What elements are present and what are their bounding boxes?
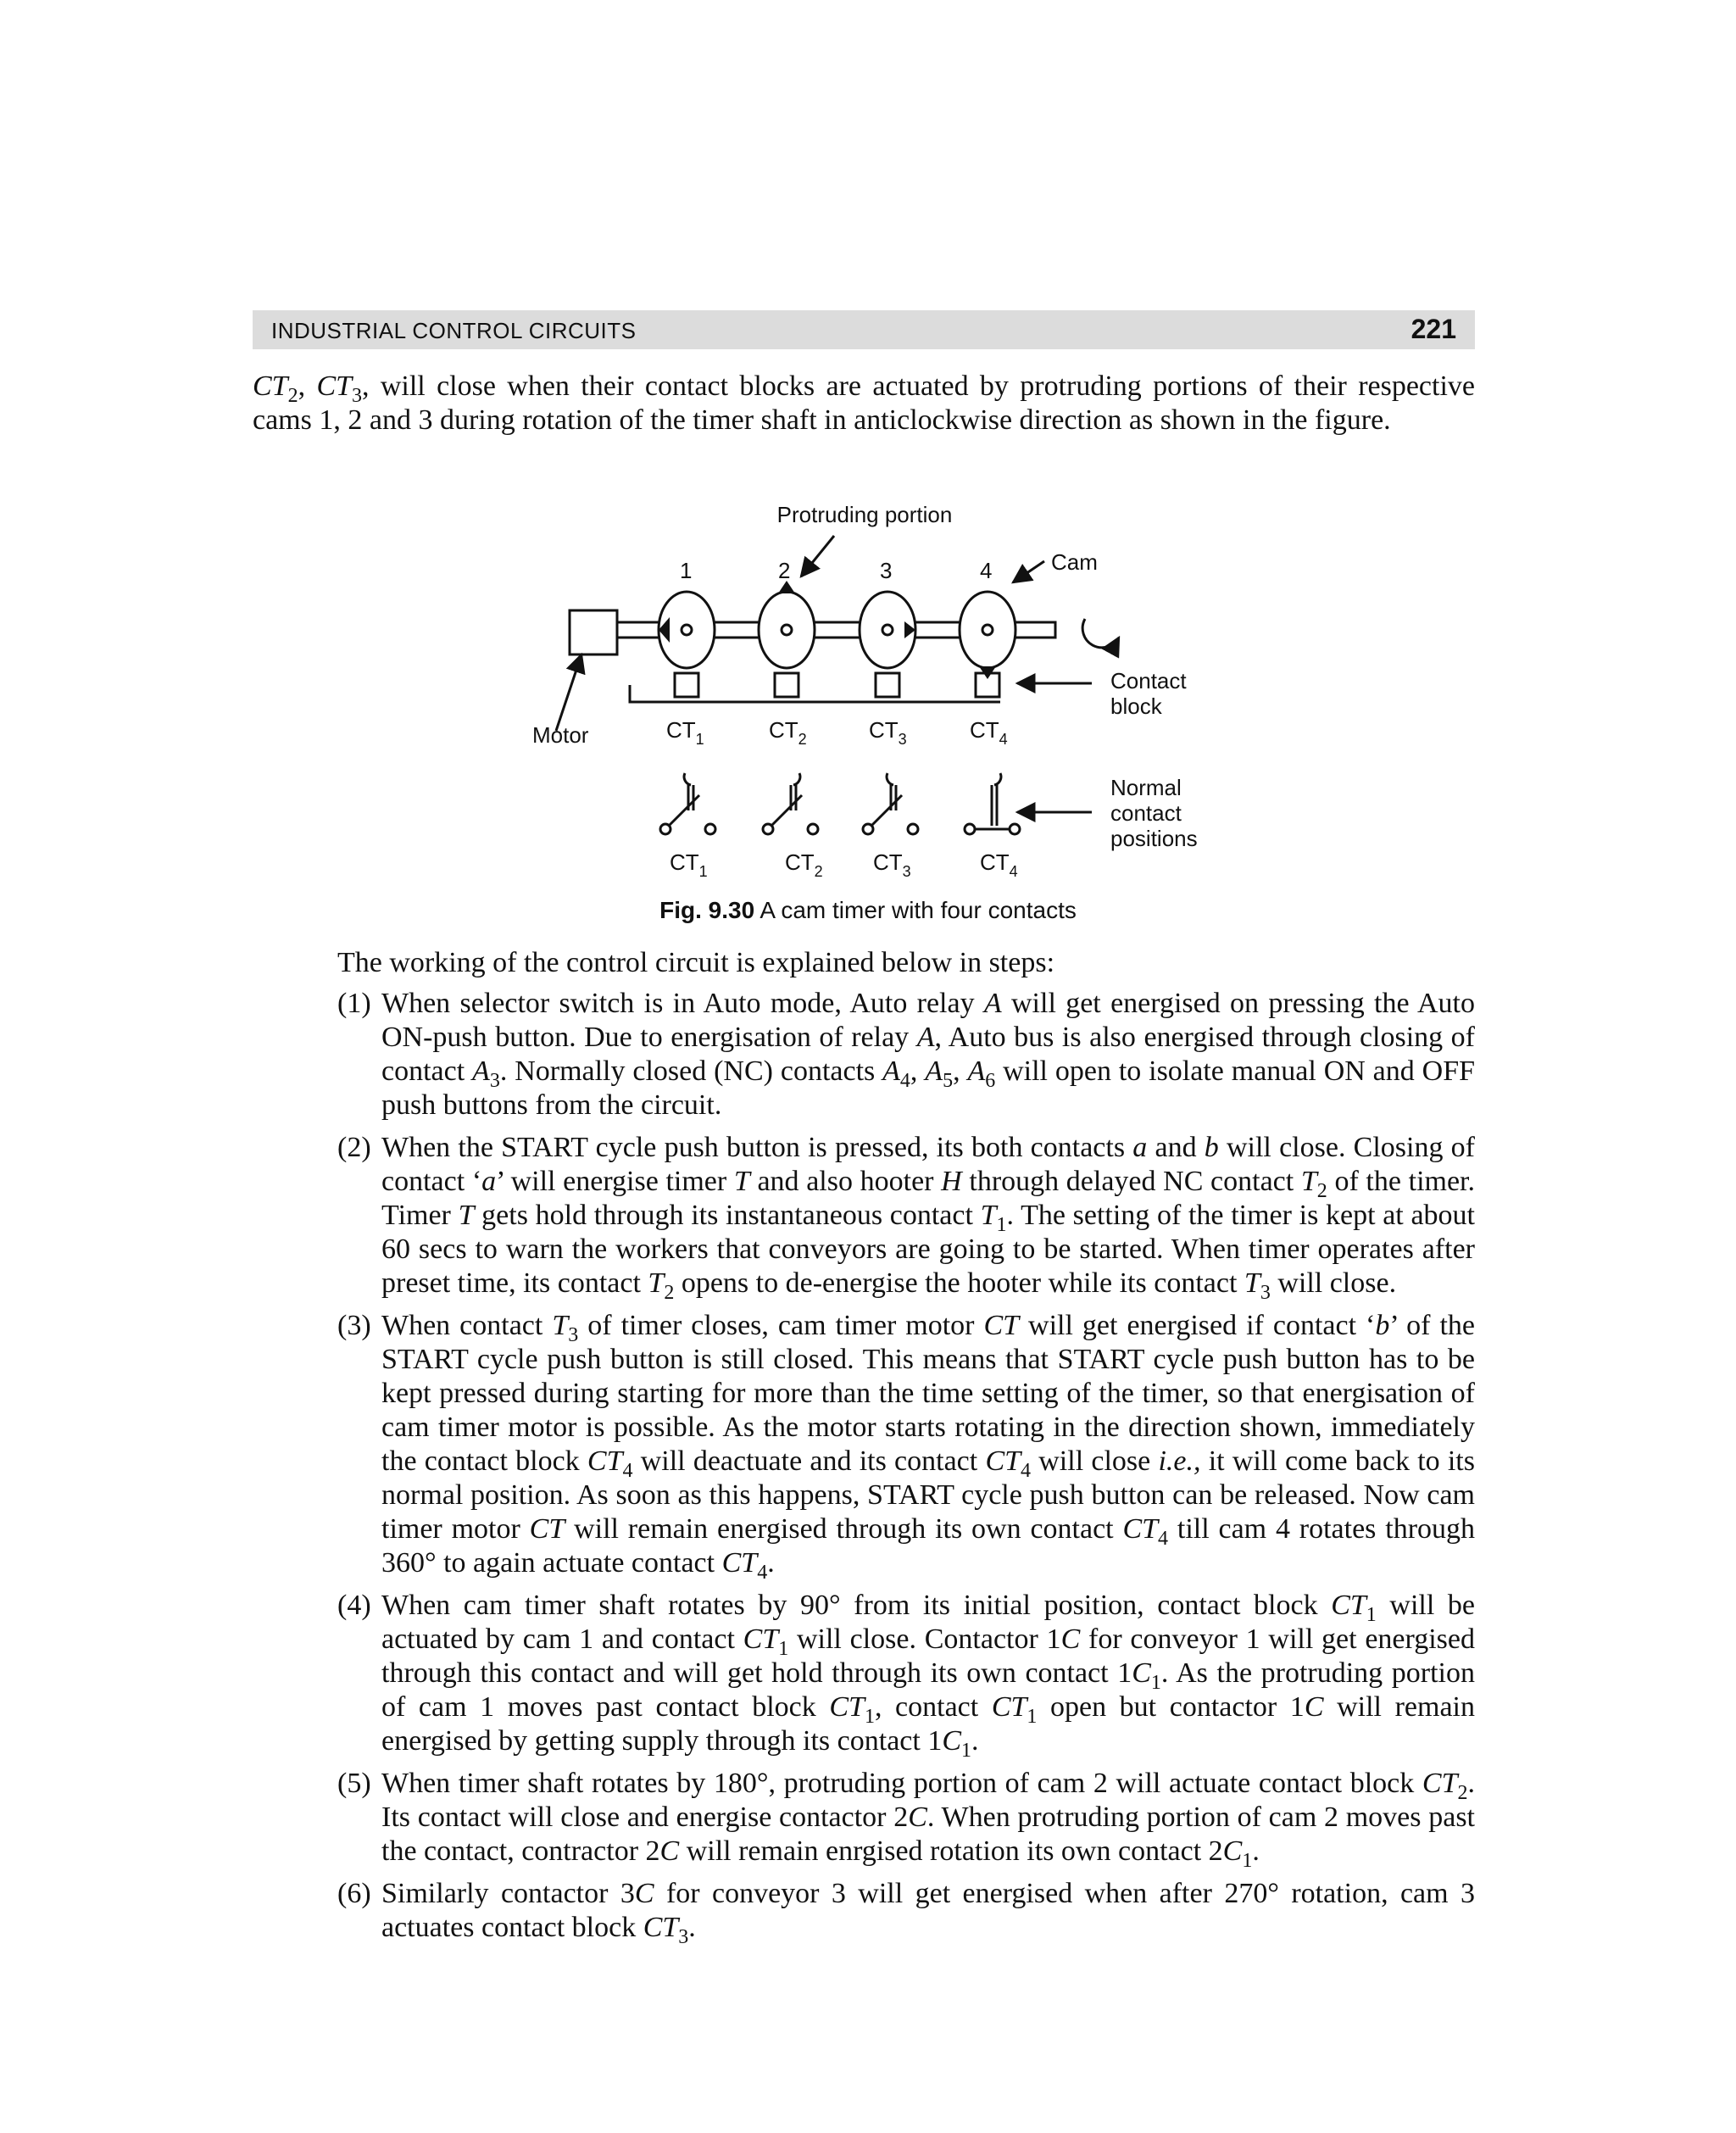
label-motor: Motor bbox=[532, 722, 589, 748]
label-normal-2: contact bbox=[1110, 800, 1182, 826]
contact-symbol-2 bbox=[763, 773, 818, 834]
steps-section bbox=[337, 946, 1475, 1953]
cam-number-1: 1 bbox=[680, 558, 693, 583]
label-normal-3: positions bbox=[1110, 826, 1198, 851]
svg-text:CT1: $CT_1$ bbox=[666, 717, 704, 748]
step-item-3: (3) When contact $T_3$ of timer closes, cam timer motor CT will get energised if contact ‘b’ of the START cycle push button is still closed. This means that START cycle push button has to be kept pressed during starting for more than the time setting of the timer, so that energisation of cam timer motor is possible. As the motor starts rotating in the direction shown, immediately the contact block $CT_4$ will deactuate and its contact $CT_4$ will close i.e., it will come back to its normal position. As soon as this happens, START cycle push button can be released. Now cam timer motor CT will remain energised through its own contact $CT_4$ till cam 4 rotates through 360° to again actuate contact $CT_4$. bbox=[337, 1310, 1476, 1584]
label-contact-block-2: block bbox=[1110, 693, 1162, 719]
cam-number-3: 3 bbox=[880, 558, 893, 583]
cam-number-4: 4 bbox=[980, 558, 993, 583]
contact-symbol-3 bbox=[863, 773, 918, 834]
svg-text:CT2: $CT_2$ bbox=[769, 717, 807, 748]
label-protruding: Protruding portion bbox=[776, 502, 953, 527]
cam-timer-figure bbox=[509, 492, 1255, 933]
step-item-5: (5) When timer shaft rotates by 180°, protruding portion of cam 2 will actuate contact block $CT_2$. Its contact will close and energise contactor 2C. When protruding portion of cam 2 moves past the contact, contractor 2C will remain enrgised rotation its own contact $2C_1$. bbox=[337, 1768, 1475, 1872]
contact-symbol-4 bbox=[965, 773, 1020, 834]
svg-text:CT1: $CT_1$ bbox=[670, 849, 708, 880]
running-header bbox=[253, 310, 1475, 349]
cam-number-2: 2 bbox=[778, 558, 791, 583]
label-normal-1: Normal bbox=[1110, 775, 1182, 800]
intro-paragraph: $CT_2$, $CT_3$, will close when their contact blocks are actuated by protruding portions of their respective cams 1, 2 and 3 during rotation of the timer shaft in anticlockwise direction as shown in the figure. bbox=[253, 370, 1475, 436]
step-item-2: (2) When the START cycle push button is pressed, its both contacts a and b will close. Closing of contact ‘a’ will energise timer T and also hooter H through delayed NC contact $T_2$ of the timer. Timer T gets hold through its instantaneous contact $T_1$. The setting of the timer is kept at about 60 secs to warn the workers that conveyors are going to be started. When timer operates after preset time, its contact $T_2$ opens to de-energise the hooter while its contact $T_3$ will close. bbox=[337, 1132, 1475, 1304]
svg-text:CT2: $CT_2$ bbox=[785, 849, 823, 880]
page-number: 221 bbox=[1410, 314, 1456, 344]
step-item-4: (4) When cam timer shaft rotates by 90° from its initial position, contact block $CT_1$ will be actuated by cam 1 and contact $CT_1$ will close. Contactor 1C for conveyor 1 will get energised through this contact and will get hold through its own contact $1C_1$. As the protruding portion of cam 1 moves past contact block $CT_1$, contact $CT_1$ open but contactor 1C will remain energised by getting supply through its contact $1C_1$. bbox=[337, 1590, 1476, 1762]
contact-symbol-1 bbox=[660, 773, 715, 834]
section-title: INDUSTRIAL CONTROL CIRCUITS bbox=[271, 318, 637, 343]
label-contact-block-1: Contact bbox=[1110, 668, 1187, 693]
step-item-1: (1) When selector switch is in Auto mode, Auto relay A will get energised on pressing the Auto ON-push button. Due to energisation of relay A, Auto bus is also energised through closing of contact $A_3$. Normally closed (NC) contacts $A_4$, $A_5$, $A_6$ will open to isolate manual ON and OFF push buttons from the circuit. bbox=[337, 988, 1476, 1121]
svg-text:CT3: $CT_3$ bbox=[869, 717, 907, 748]
step-item-6: (6) Similarly contactor 3C for conveyor 3 will get energised when after 270° rotation, cam 3 actuates contact block $CT_3$. bbox=[337, 1878, 1475, 1948]
motor-box bbox=[570, 610, 617, 654]
svg-text:CT3: $CT_3$ bbox=[873, 849, 911, 880]
steps-lead: The working of the control circuit is explained below in steps: bbox=[337, 947, 1055, 978]
figure-caption: Fig. 9.30 A cam timer with four contacts bbox=[659, 897, 1077, 923]
svg-text:CT4: $CT_4$ bbox=[980, 849, 1018, 880]
label-cam: Cam bbox=[1051, 549, 1098, 575]
svg-text:CT4: $CT_4$ bbox=[970, 717, 1008, 748]
